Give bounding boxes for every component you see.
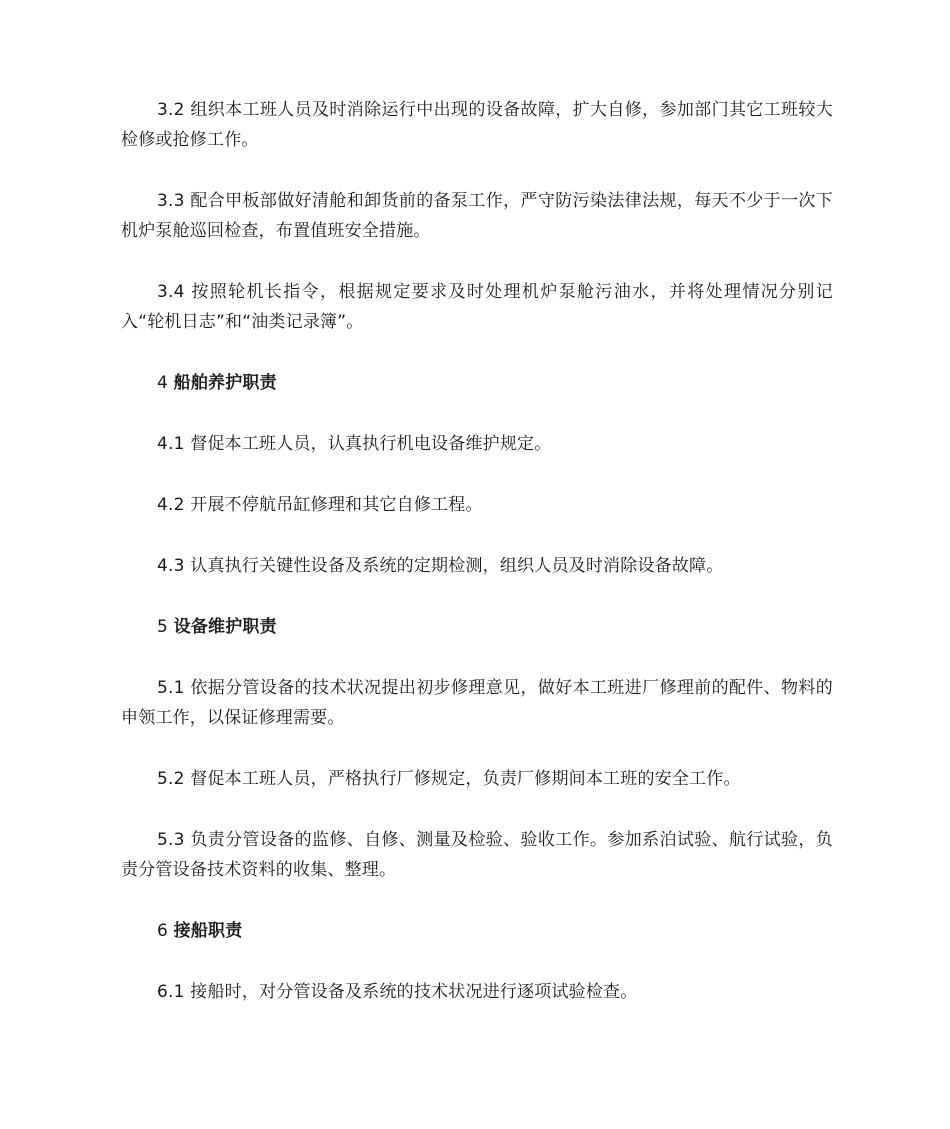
paragraph-5-1: 5.1 依据分管设备的技术状况提出初步修理意见，做好本工班进厂修理前的配件、物料的申领工作，以保证修理需要。: [121, 678, 833, 728]
section-title: 设备维护职责: [173, 617, 277, 637]
paragraph-4-3: 4.3 认真执行关键性设备及系统的定期检测，组织人员及时消除设备故障。: [157, 556, 724, 576]
document-body: [121, 95, 833, 1007]
paragraph-3-3: 3.3 配合甲板部做好清舱和卸货前的备泵工作，严守防污染法律法规，每天不少于一次下机炉泵舱巡回检查，布置值班安全措施。: [121, 191, 833, 241]
section-title: 船舶养护职责: [173, 373, 277, 393]
section-title: 接船职责: [173, 921, 243, 941]
paragraph-5-2: 5.2 督促本工班人员，严格执行厂修规定，负责厂修期间本工班的安全工作。: [157, 769, 741, 789]
paragraph-6-1: 6.1 接船时，对分管设备及系统的技术状况进行逐项试验检查。: [157, 982, 638, 1002]
section-number: 5: [157, 617, 174, 637]
paragraph-3-4: 3.4 按照轮机长指令，根据规定要求及时处理机炉泵舱污油水，并将处理情况分别记入“轮机日志”和“油类记录簿”。: [121, 282, 833, 332]
section-number: 6: [157, 921, 174, 941]
paragraph-3-2: 3.2 组织本工班人员及时消除运行中出现的设备故障，扩大自修，参加部门其它工班较大检修或抢修工作。: [121, 100, 833, 150]
section-number: 4: [157, 373, 174, 393]
paragraph-5-3: 5.3 负责分管设备的监修、自修、测量及检验、验收工作。参加系泊试验、航行试验，负责分管设备技术资料的收集、整理。: [121, 830, 833, 880]
paragraph-4-2: 4.2 开展不停航吊缸修理和其它自修工程。: [157, 495, 483, 515]
section-heading-4: [121, 368, 833, 398]
section-heading-5: [121, 612, 833, 642]
paragraph-4-1: 4.1 督促本工班人员，认真执行机电设备维护规定。: [157, 434, 552, 454]
section-heading-6: [121, 916, 833, 946]
